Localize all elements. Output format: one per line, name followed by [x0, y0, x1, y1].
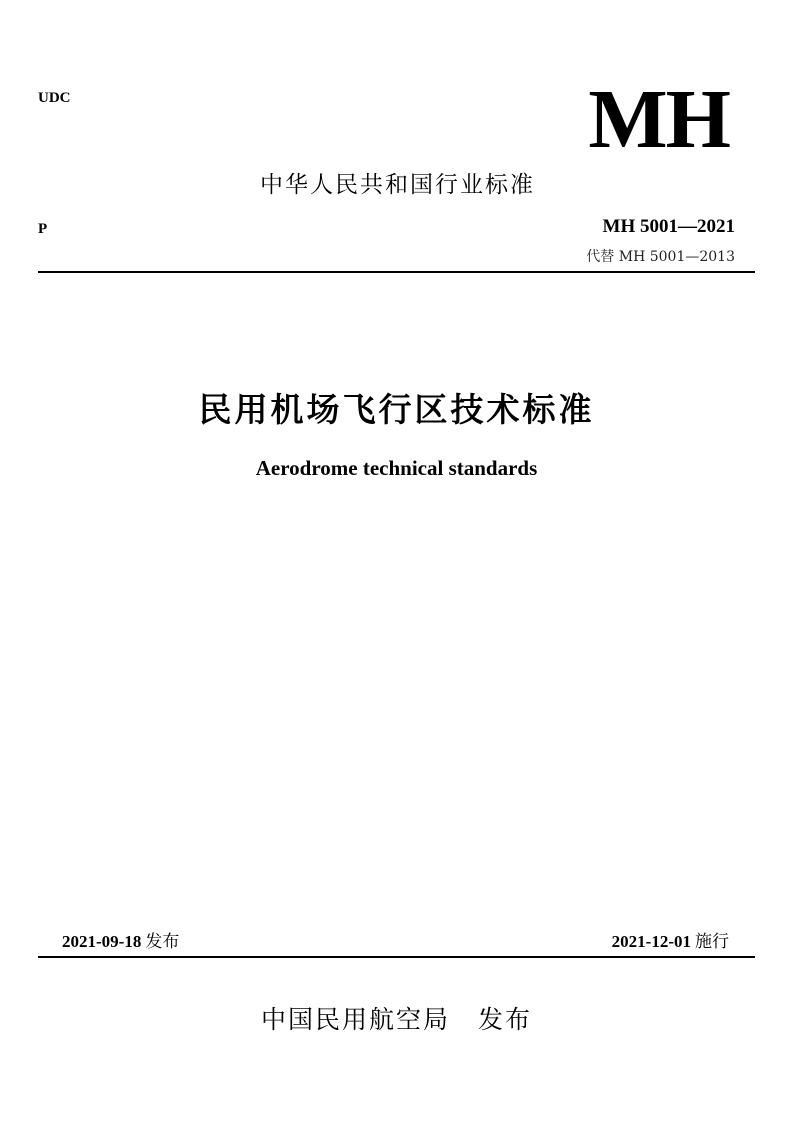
industry-standard-heading	[0, 166, 793, 199]
implement-label: 施行	[695, 932, 729, 952]
bottom-divider	[38, 956, 755, 958]
replaces-note: 代替 MH 5001—2013	[586, 249, 735, 265]
implement-date: 2021-12-01	[611, 932, 691, 951]
implement-date-line	[612, 927, 729, 952]
standard-number: MH 5001—2021	[602, 216, 735, 237]
classification-code: P	[38, 221, 48, 237]
mh-logo: MH	[588, 73, 729, 166]
publish-label: 发布	[478, 1005, 533, 1034]
publisher-name: 中国民用航空局	[260, 1005, 450, 1034]
top-divider	[38, 271, 755, 273]
issue-date: 2021-09-18	[62, 932, 142, 951]
document-title-chinese: 民用机场飞行区技术标准	[198, 390, 595, 429]
issue-date-line	[62, 927, 179, 952]
publisher-line	[0, 1000, 793, 1036]
issue-label: 发布	[145, 932, 180, 952]
industry-standard-text: 中华人民共和国行业标准	[260, 172, 535, 198]
udc-label: UDC	[38, 90, 71, 106]
document-title-english: Aerodrome technical standards	[255, 456, 538, 480]
